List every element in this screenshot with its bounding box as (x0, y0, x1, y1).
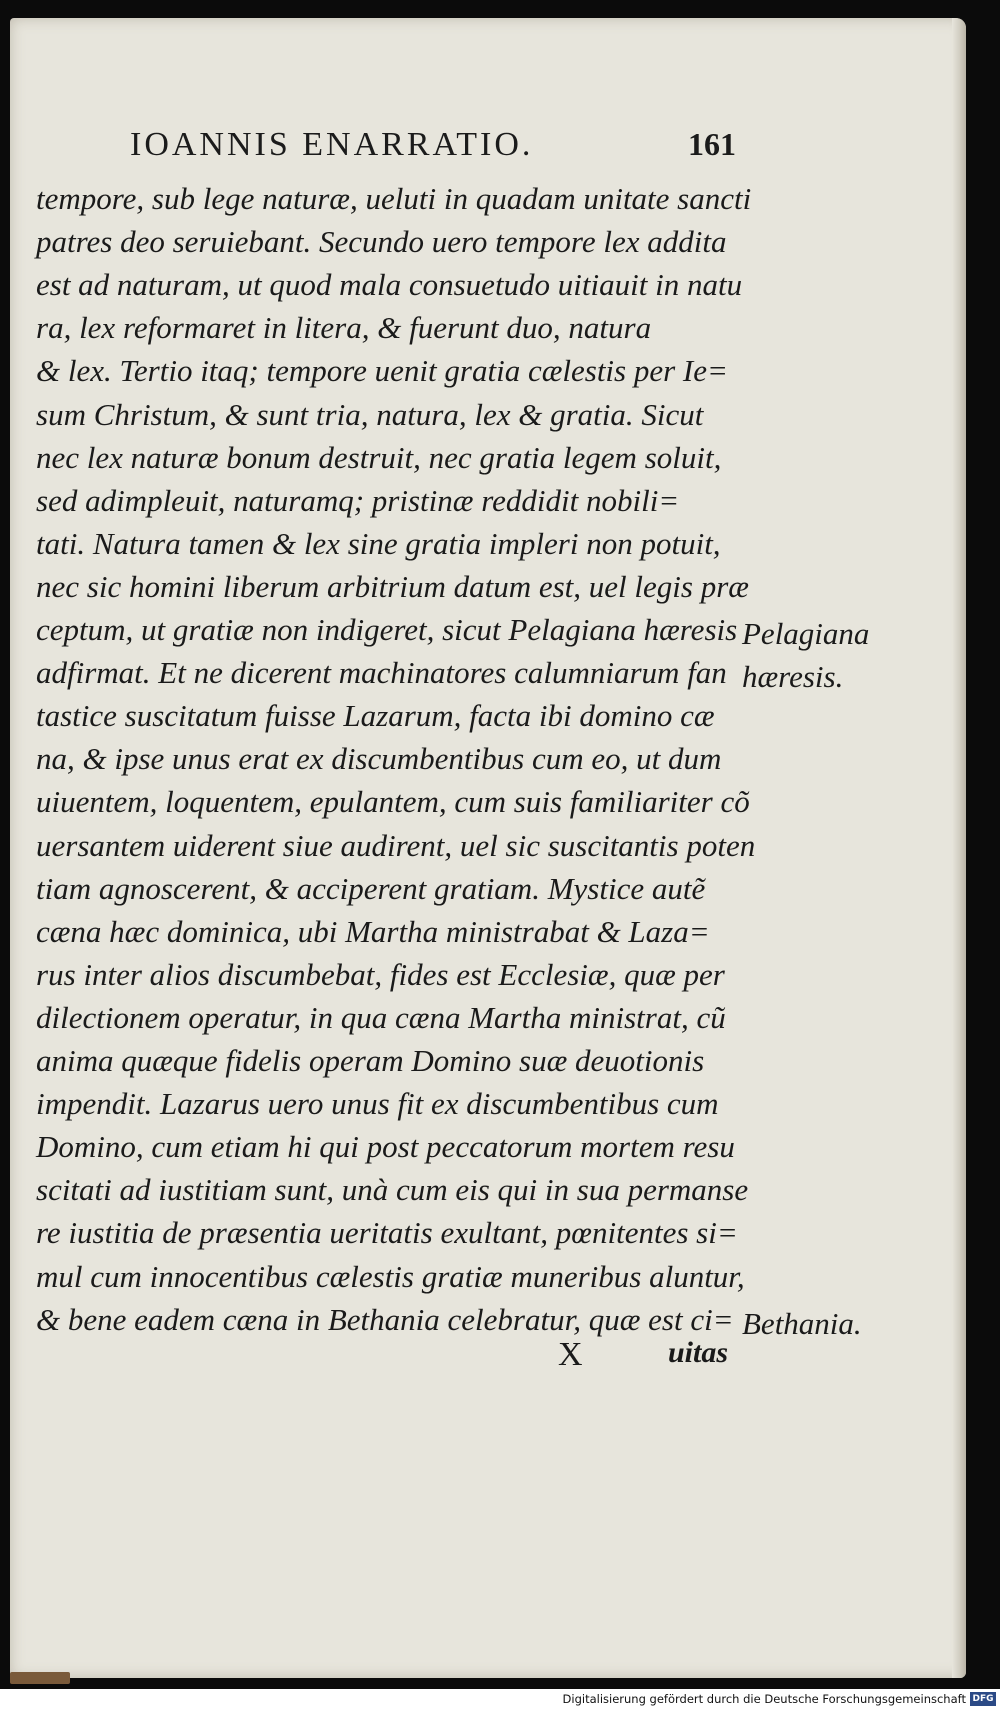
text-line: est ad naturam, ut quod mala consuetudo uitiauit in natu (36, 267, 743, 303)
margin-note: hæresis. (742, 659, 844, 695)
text-line: re iustitia de præsentia ueritatis exultant, pœnitentes si= (36, 1215, 738, 1251)
page-number: 161 (688, 126, 736, 162)
text-line: adfirmat. Et ne dicerent machinatores calumniarum fan (36, 655, 727, 691)
catchword: uitas (668, 1336, 729, 1369)
signature-mark: X (558, 1336, 583, 1373)
text-line: Domino, cum etiam hi qui post peccatorum mortem resu (36, 1129, 735, 1165)
footer-credit: Digitalisierung gefördert durch die Deutsche Forschungsgemeinschaft (562, 1692, 966, 1706)
text-line: patres deo seruiebant. Secundo uero tempore lex addita (36, 224, 727, 260)
text-line: nec lex naturæ bonum destruit, nec gratia legem soluit, (36, 439, 722, 475)
text-line: ra, lex reformaret in litera, & fuerunt duo, natura (36, 310, 652, 346)
running-header: IOANNIS ENARRATIO. (130, 126, 534, 163)
text-line: tastice suscitatum fuisse Lazarum, facta ibi domino cæ (36, 698, 715, 734)
text-line: sed adimpleuit, naturamq; pristinæ reddidit nobili= (36, 482, 680, 518)
text-line: uiuentem, loquentem, epulantem, cum suis familiariter cõ (36, 784, 750, 820)
text-line: tiam agnoscerent, & acciperent gratiam. Mystice autẽ (36, 870, 706, 906)
text-line: na, & ipse unus erat ex discumbentibus cum eo, ut dum (36, 741, 722, 777)
text-line: mul cum innocentibus cælestis gratiæ muneribus aluntur, (36, 1258, 745, 1294)
text-line: uersantem uiderent siue audirent, uel sic suscitantis poten (36, 827, 756, 863)
dfg-logo: DFG (970, 1692, 996, 1706)
text-line: dilectionem operatur, in qua cæna Martha ministrat, cũ (36, 999, 726, 1035)
page-edge (952, 18, 966, 1678)
text-line: impendit. Lazarus uero unus fit ex discumbentibus cum (36, 1086, 719, 1122)
text-line: & lex. Tertio itaq; tempore uenit gratia cælestis per Ie= (36, 353, 728, 389)
text-line: anima quæque fidelis operam Domino suæ deuotionis (36, 1043, 705, 1078)
text-line: & bene eadem cæna in Bethania celebratur, quæ est ci= (36, 1301, 734, 1337)
text-line: tempore, sub lege naturæ, ueluti in quadam unitate sancti (36, 181, 752, 216)
text-line: cæna hæc dominica, ubi Martha ministrabat & Laza= (36, 913, 710, 949)
text-line: tati. Natura tamen & lex sine gratia impleri non potuit, (36, 525, 721, 561)
binding-strip (10, 1672, 70, 1684)
margin-note: Bethania. (742, 1305, 862, 1341)
text-line: sum Christum, & sunt tria, natura, lex & gratia. Sicut (36, 396, 704, 432)
text-line: ceptum, ut gratiæ non indigeret, sicut Pelagiana hæresis (36, 612, 738, 647)
text-line: rus inter alios discumbebat, fides est Ecclesiæ, quæ per (36, 956, 725, 992)
text-line: scitati ad iustitiam sunt, unà cum eis qui in sua permanse (36, 1172, 749, 1208)
text-line: nec sic homini liberum arbitrium datum est, uel legis præ (36, 568, 749, 604)
margin-note: Pelagiana (742, 616, 870, 651)
